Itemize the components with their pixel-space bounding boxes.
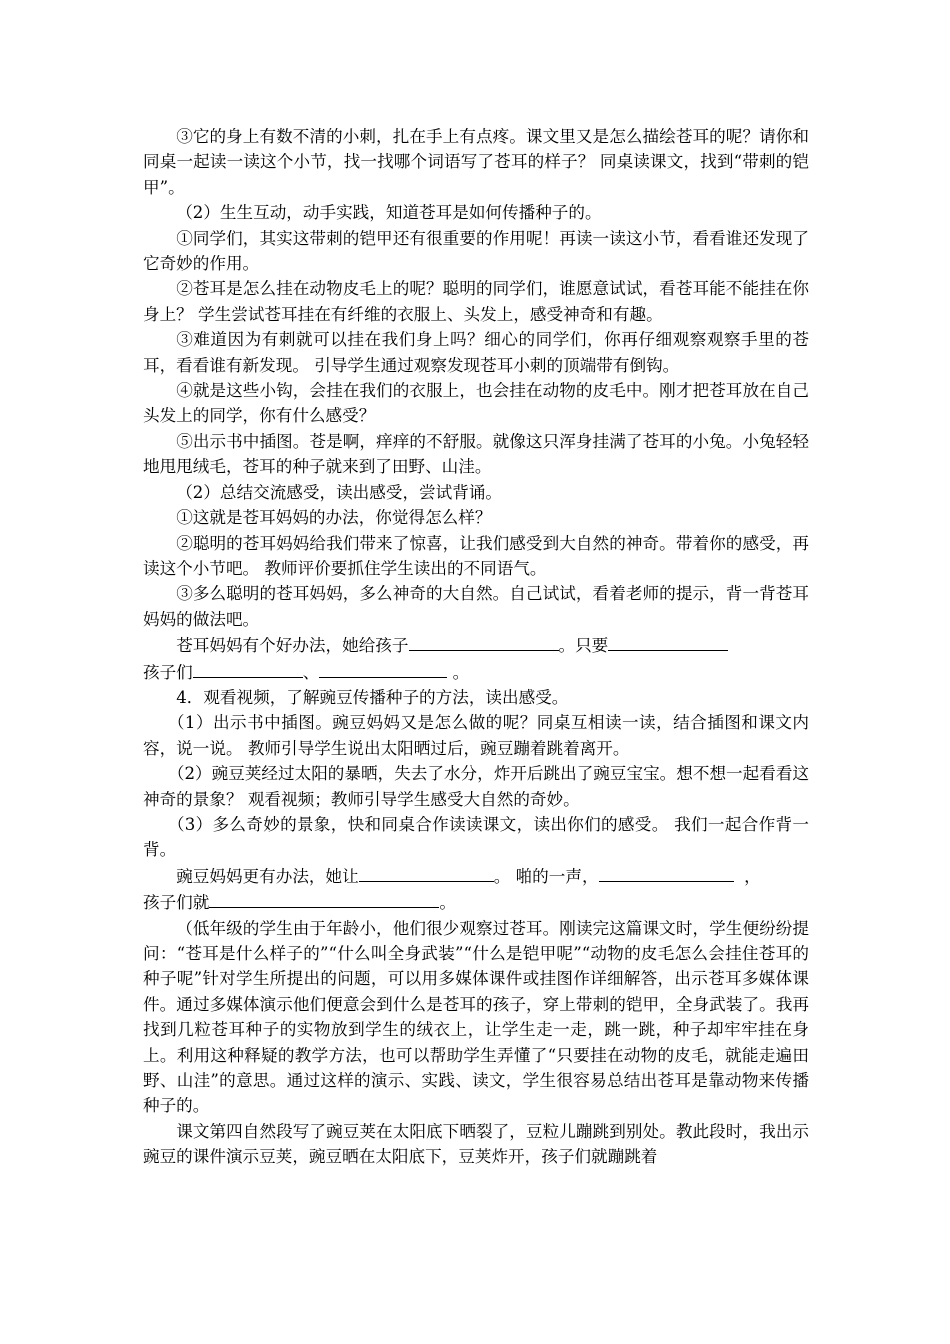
fill-text: 。 啪的一声， (493, 866, 599, 886)
fill-blank-cocklebur (143, 632, 809, 658)
paragraph: ③难道因为有刺就可以挂在我们身上吗？细心的同学们，你再仔细观察观察手里的苍耳，看看谁有新发现。 引导学生通过观察发现苍耳小刺的顶端带有倒钩。 (143, 330, 809, 375)
fill-text: 孩子们就 (143, 893, 210, 913)
paragraph: ②聪明的苍耳妈妈给我们带来了惊喜，让我们感受到大自然的神奇。带着你的感受，再读这个小节吧。 教师评价要抓住学生读出的不同语气。 (143, 533, 809, 578)
paragraph: ⑤出示书中插图。苍是啊，痒痒的不舒服。就像这只浑身挂满了苍耳的小兔。小兔轻轻地甩甩绒毛，苍耳的种子就来到了田野、山洼。 (143, 431, 809, 477)
blank-line (193, 659, 303, 678)
paragraph: （2）总结交流感受，读出感受，尝试背诵。 (176, 482, 503, 502)
paragraph: 课文第四自然段写了豌豆荚在太阳底下晒裂了，豆粒儿蹦跳到别处。教此段时，我出示豌豆的课件演示豆荚，豌豆晒在太阳底下，豆荚炸开，孩子们就蹦跳着 (143, 1121, 809, 1167)
fill-text: 。只要 (558, 636, 609, 656)
fill-text: 、 (302, 662, 320, 682)
paragraph: ③多么聪明的苍耳妈妈，多么神奇的大自然。自己试试，看着老师的提示，背一背苍耳妈妈的做法吧。 (143, 584, 809, 629)
fill-text: 。 (439, 893, 456, 913)
blank-line (599, 863, 734, 882)
fill-blank-pea (143, 863, 809, 889)
paragraph: ②苍耳是怎么挂在动物皮毛上的呢？聪明的同学们，谁愿意试试，看苍耳能不能挂在你身上？ 学生尝试苍耳挂在有纤维的衣服上、头发上，感受神奇和有趣。 (143, 279, 809, 324)
document-body (143, 124, 809, 1170)
fill-text: ， (744, 866, 761, 886)
paragraph: ③它的身上有数不清的小刺，扎在手上有点疼。课文里又是怎么描绘苍耳的呢？请你和同桌一起读一读这个小节，找一找哪个词语写了苍耳的样子？ 同桌读课文，找到“带刺的铠甲”。 (143, 127, 809, 197)
blank-line (409, 632, 559, 651)
blank-line (209, 889, 439, 908)
paragraph: ①这就是苍耳妈妈的办法，你觉得怎么样？ (176, 508, 492, 528)
fill-blank-pea-2 (143, 889, 809, 915)
blank-line (359, 863, 494, 882)
blank-line (608, 632, 728, 651)
paragraph: （2）生生互动，动手实践，知道苍耳是如何传播种子的。 (176, 203, 602, 223)
fill-text: 苍耳妈妈有个好办法，她给孩子 (176, 636, 409, 656)
paragraph: ①同学们，其实这带刺的铠甲还有很重要的作用呢！再读一读这小节，看看谁还发现了它奇妙的作用。 (143, 228, 809, 274)
fill-text: 孩子们 (143, 662, 193, 682)
paragraph: （低年级的学生由于年龄小，他们很少观察过苍耳。刚读完这篇课文时，学生便纷纷提问：“苍耳是什么样子的”“什么叫全身武装”“什么是铠甲呢”“动物的皮毛怎么会挂住苍耳的种子呢”针对学生所提出的问题，可以用多媒体课件或挂图作详细解答，出示苍耳多媒体课件。通过多媒体演示他们便意会到什么是苍耳的孩子，穿上带刺的铠甲，全身武装了。我再找到几粒苍耳种子的实物放到学生的绒衣上，让学生走一走，跳一跳，种子却牢牢挂在身上。利用这种释疑的教学方法，也可以帮助学生弄懂了“只要挂在动物的皮毛，就能走遍田野、山洼”的意思。通过这样的演示、实践、读文，学生很容易总结出苍耳是靠动物来传播种子的。 (143, 918, 809, 1116)
fill-text: 豌豆妈妈更有办法，她让 (176, 866, 359, 886)
blank-line (319, 659, 447, 678)
paragraph: （1）出示书中插图。豌豆妈妈又是怎么做的呢？同桌互相读一读，结合插图和课文内容，说一说。 教师引导学生说出太阳晒过后，豌豆蹦着跳着离开。 (143, 713, 809, 758)
fill-text: 。 (452, 662, 470, 682)
paragraph: （3）多么奇妙的景象，快和同桌合作读读课文，读出你们的感受。 我们一起合作背一背。 (143, 814, 809, 860)
fill-blank-cocklebur-2 (143, 659, 809, 685)
paragraph: 4．观看视频，了解豌豆传播种子的方法，读出感受。 (176, 687, 569, 707)
paragraph: （2）豌豆荚经过太阳的暴晒，失去了水分，炸开后跳出了豌豆宝宝。想不想一起看看这神奇的景象？ 观看视频；教师引导学生感受大自然的奇妙。 (143, 764, 810, 809)
paragraph: ④就是这些小钩，会挂在我们的衣服上，也会挂在动物的皮毛中。刚才把苍耳放在自己头发上的同学，你有什么感受？ (143, 381, 809, 426)
